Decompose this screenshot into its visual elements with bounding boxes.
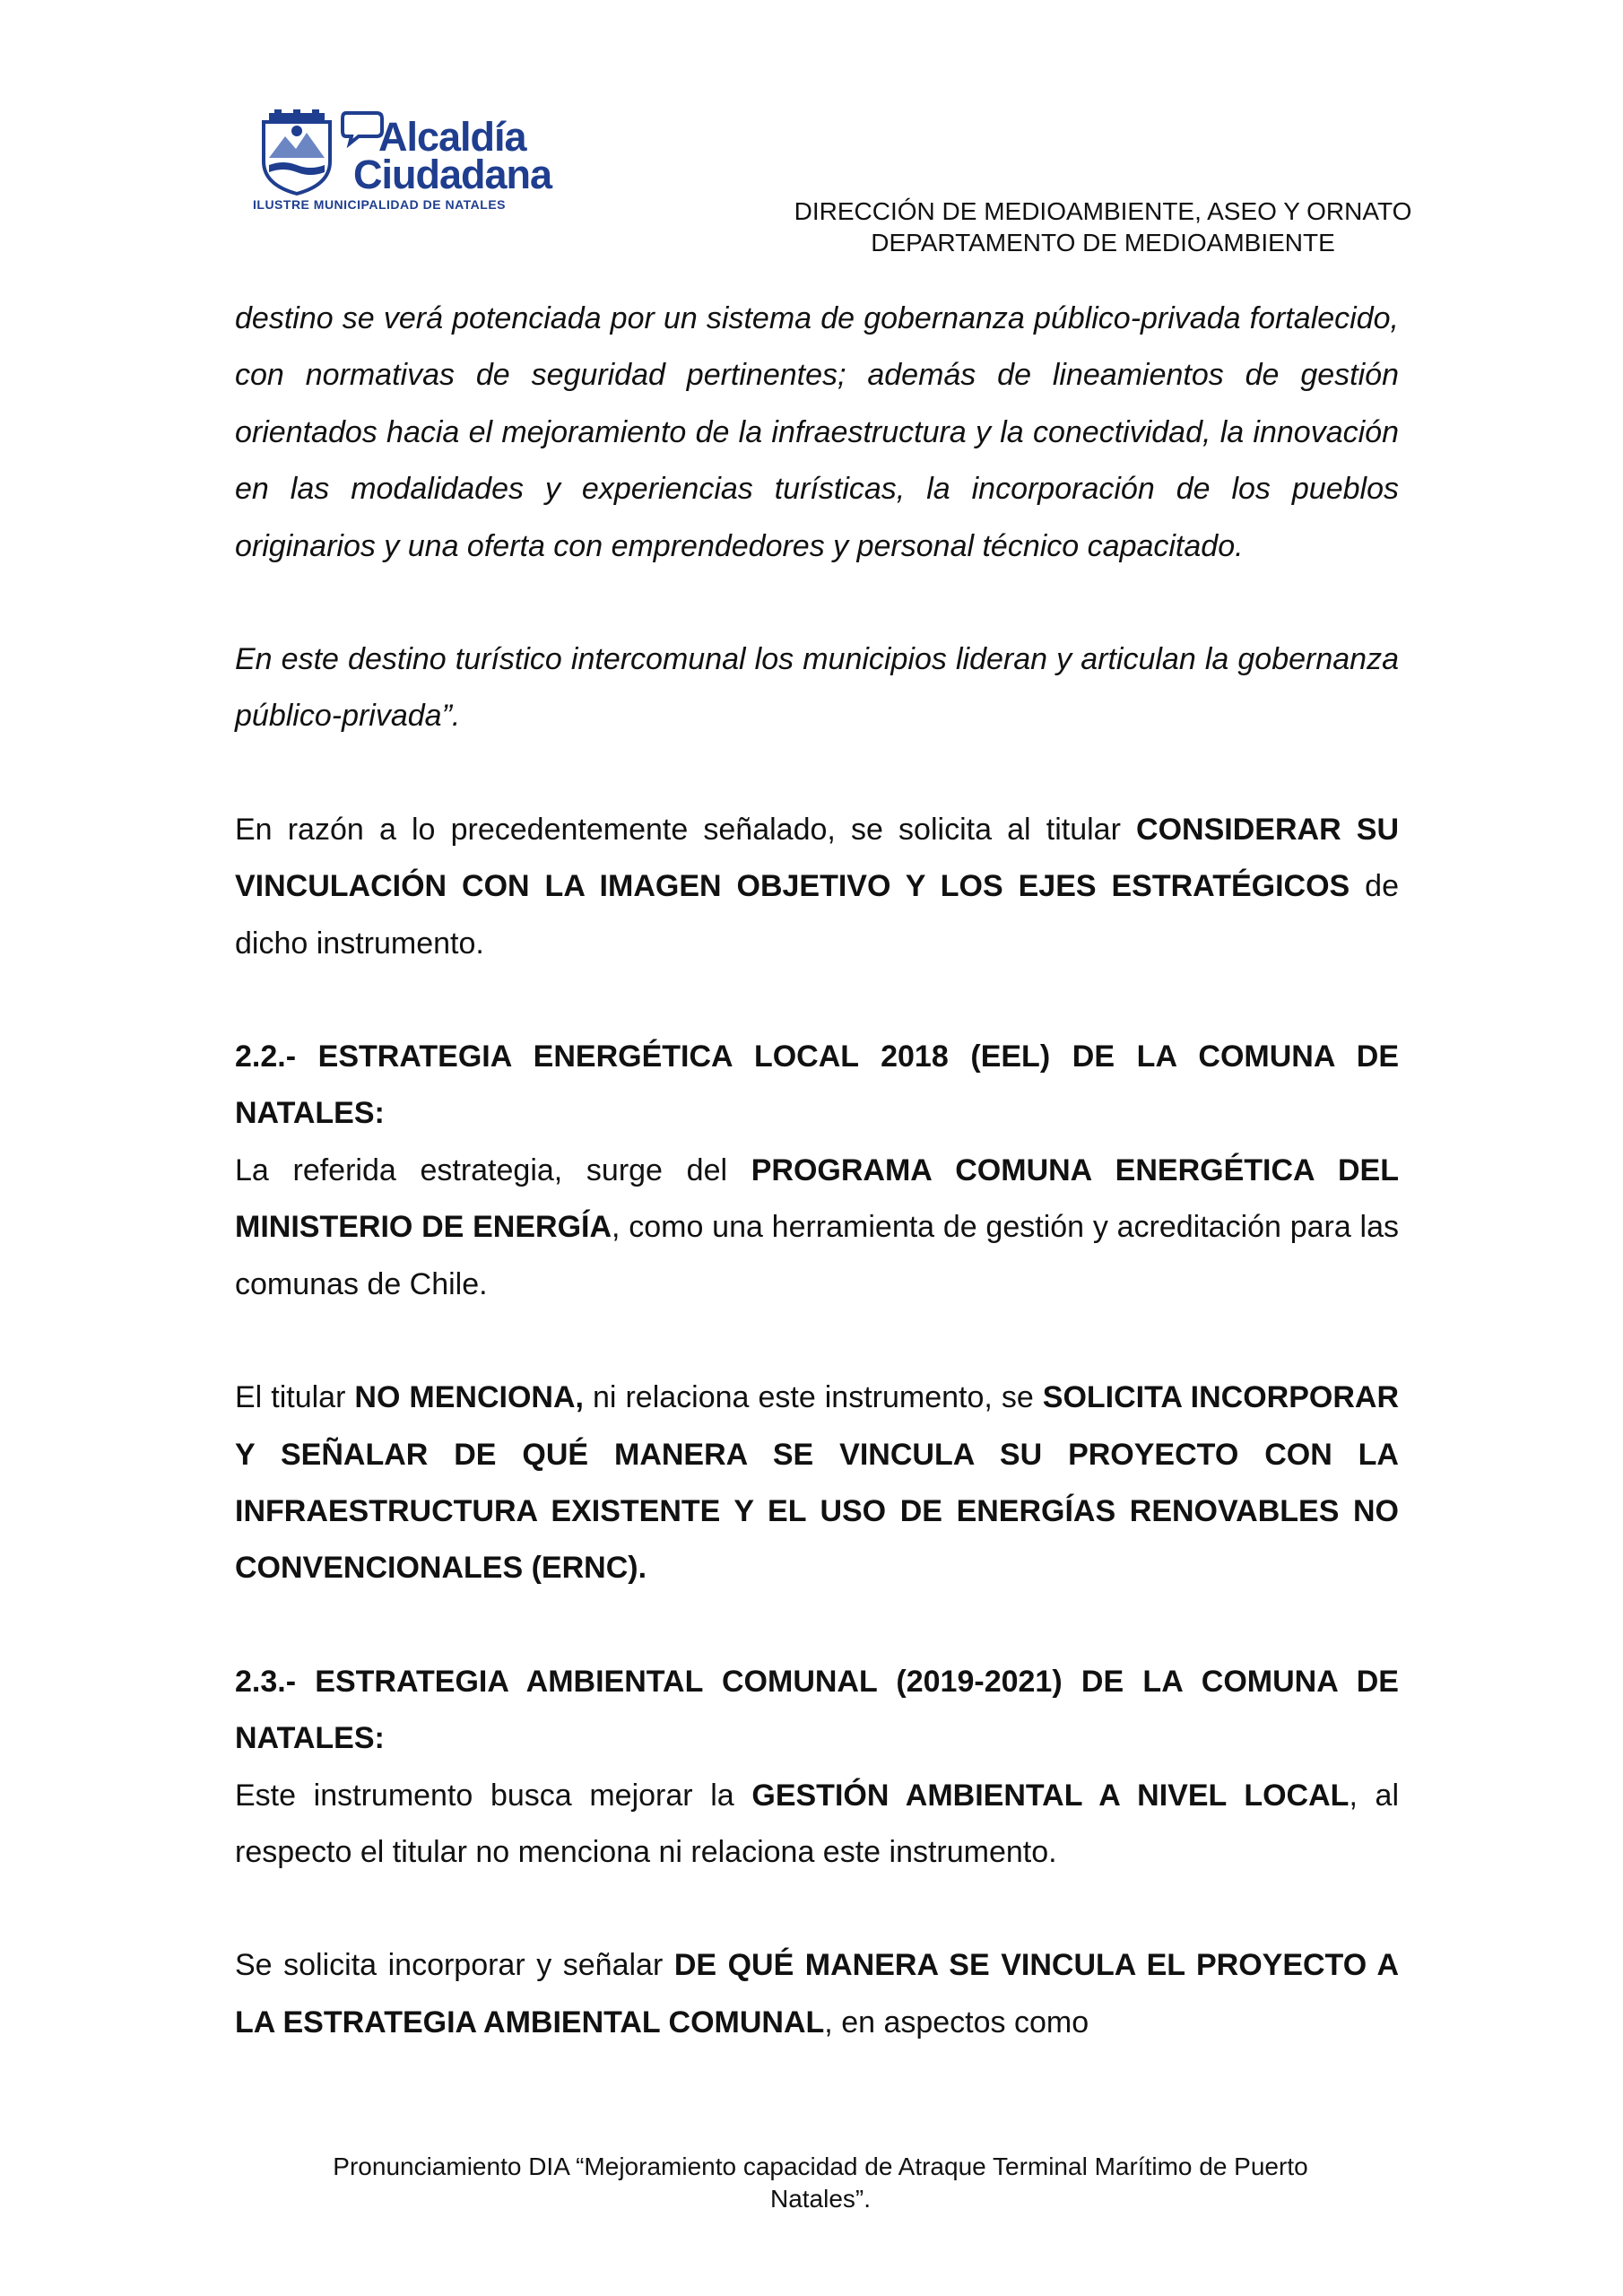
logo-subtitle: ILUSTRE MUNICIPALIDAD DE NATALES — [253, 197, 506, 212]
bold-run: NO MENCIONA, — [354, 1380, 584, 1415]
paragraph-destino: destino se verá potenciada por un sistema de gobernanza público-privada fortalecido, con normativas de seguridad pertinentes; además de lineamientos de gestión orientados hacia el mejoramiento de la infraestructura y la conectividad, la innovación en las modalidades y experiencias turísticas, la incorporación de los pueblos originarios y una oferta con emprendedores y personal técnico capacitado. — [235, 301, 1399, 563]
text-run: Se solicita incorporar y señalar — [235, 1948, 674, 1983]
department-header — [655, 196, 1551, 258]
paragraph-considerar — [235, 802, 1399, 972]
logo-title-line1: Alcaldía — [378, 114, 526, 160]
footer-line1: Pronunciamiento DIA “Mejoramiento capacidad de Atraque Terminal Marítimo de Puerto — [333, 2152, 1308, 2180]
footer-line2: Natales”. — [769, 2185, 872, 2213]
paragraph-se-solicita — [235, 1937, 1399, 2051]
paragraph-no-menciona — [235, 1370, 1399, 1597]
bold-run: CONSIDERAR SU VINCULACIÓN CON LA IMAGEN OBJETIVO Y LOS EJES ESTRATÉGICOS — [235, 812, 1399, 904]
text-run: , al respecto el titular no menciona ni relaciona este instrumento. — [235, 1778, 1399, 1869]
bold-run: DE QUÉ MANERA SE VINCULA EL PROYECTO A LA ESTRATEGIA AMBIENTAL COMUNAL — [235, 1948, 1399, 2039]
text-run: ni relaciona este instrumento, se — [583, 1380, 1043, 1415]
coat-of-arms-icon — [256, 109, 337, 196]
text-run: , en aspectos como — [824, 2005, 1089, 2039]
section-heading-2-2: 2.2.- ESTRATEGIA ENERGÉTICA LOCAL 2018 (EEL) DE LA COMUNA DE NATALES: — [235, 1039, 1399, 1131]
paragraph-estrategia-energetica — [235, 1143, 1399, 1313]
bold-run: PROGRAMA COMUNA ENERGÉTICA DEL MINISTERIO DE ENERGÍA — [235, 1152, 1399, 1245]
department-line1: DIRECCIÓN DE MEDIOAMBIENTE, ASEO Y ORNATO — [794, 197, 1412, 225]
text-run: La referida estrategia, surge del — [235, 1152, 751, 1187]
bold-run: SOLICITA INCORPORAR Y SEÑALAR DE QUÉ MANERA SE VINCULA SU PROYECTO CON LA INFRAESTRUCTURA EXISTENTE Y EL USO DE ENERGÍAS RENOVABLES NO CONVENCIONALES (ERNC). — [235, 1380, 1400, 1586]
department-line2: DEPARTAMENTO DE MEDIOAMBIENTE — [871, 229, 1335, 257]
logo-title-line2: Ciudadana — [353, 152, 552, 197]
municipality-logo — [251, 106, 552, 212]
bold-run: GESTIÓN AMBIENTAL A NIVEL LOCAL — [751, 1778, 1350, 1813]
text-run: de dicho instrumento. — [235, 869, 1399, 961]
paragraph-gobernanza: En este destino turístico intercomunal los municipios lideran y articulan la gobernanza público-privada”. — [235, 642, 1399, 734]
text-run: Este instrumento busca mejorar la — [235, 1778, 752, 1813]
text-run: En razón a lo precedentemente señalado, se solicita al titular — [235, 812, 1137, 847]
text-run: , como una herramienta de gestión y acreditación para las comunas de Chile. — [235, 1210, 1399, 1301]
paragraph-gestion-ambiental — [235, 1768, 1399, 1882]
page-footer — [242, 2151, 1399, 2215]
section-heading-2-3: 2.3.- ESTRATEGIA AMBIENTAL COMUNAL (2019-2021) DE LA COMUNA DE NATALES: — [235, 1664, 1399, 1756]
document-body — [235, 291, 1399, 2051]
text-run: El titular — [235, 1380, 355, 1415]
